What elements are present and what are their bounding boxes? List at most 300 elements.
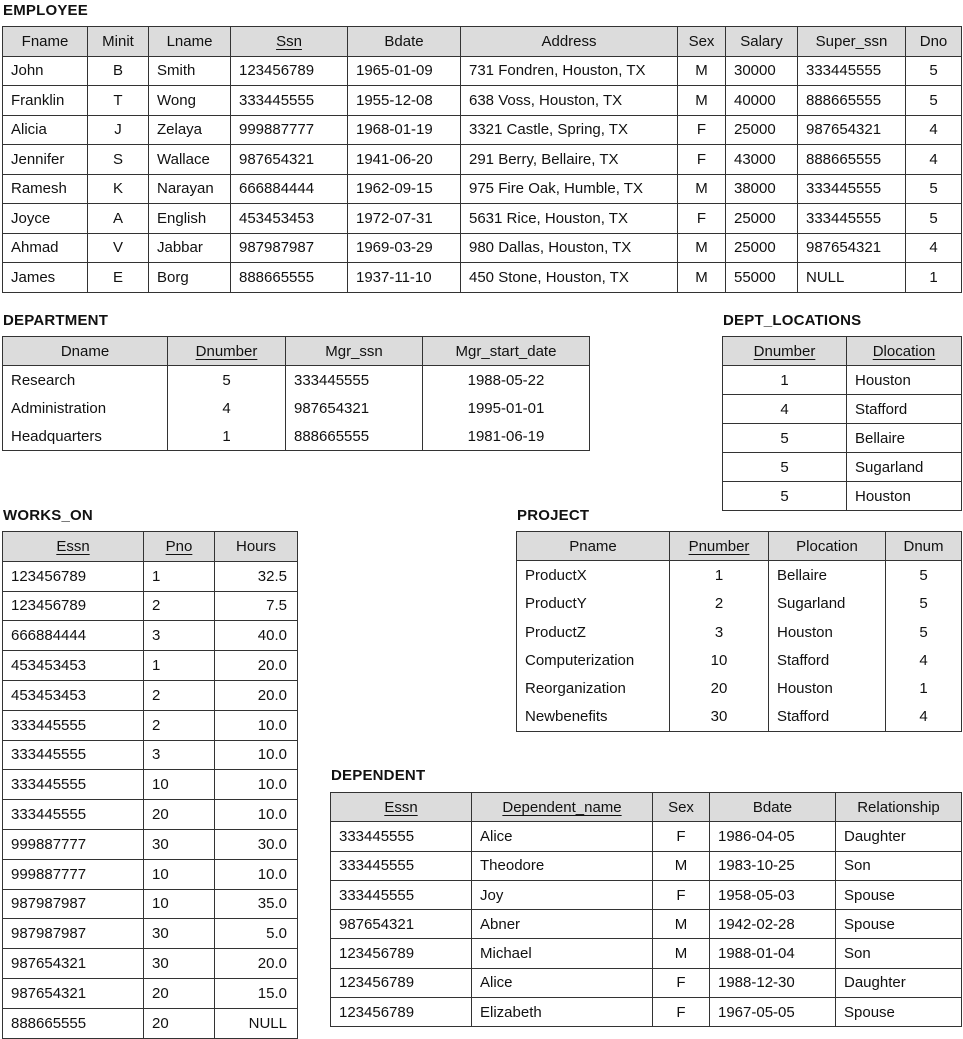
table-cell: 10.0 (215, 770, 298, 800)
table-row (3, 204, 962, 234)
table-cell: S (88, 145, 149, 175)
table-row (3, 561, 298, 591)
table-row (331, 822, 962, 851)
table-cell: F (678, 145, 726, 175)
dept-locations-table (722, 336, 962, 511)
table-cell: 32.5 (215, 561, 298, 591)
table-cell: 333445555 (3, 800, 144, 830)
table-cell: 2 (144, 710, 215, 740)
table-cell: ProductZ (517, 618, 670, 646)
table-row (3, 115, 962, 145)
table-cell: Sugarland (769, 590, 886, 618)
table-cell: 20 (144, 978, 215, 1008)
table-cell: 20.0 (215, 651, 298, 681)
table-cell: NULL (798, 263, 906, 293)
column-header (798, 27, 906, 57)
table-cell: Son (836, 939, 962, 968)
table-row (331, 880, 962, 909)
table-cell: F (678, 115, 726, 145)
table-cell: 2 (670, 590, 769, 618)
table-cell: 3 (144, 740, 215, 770)
table-row (3, 233, 962, 263)
table-cell: 987654321 (798, 233, 906, 263)
table-cell: Daughter (836, 968, 962, 997)
table-row (723, 482, 962, 511)
table-cell: 20 (144, 800, 215, 830)
column-header (3, 337, 168, 366)
table-cell: E (88, 263, 149, 293)
table-cell: 1962-09-15 (348, 174, 461, 204)
table-cell: 5 (906, 56, 962, 86)
table-cell: ProductX (517, 561, 670, 590)
table-cell: Stafford (847, 395, 962, 424)
table-cell: M (678, 56, 726, 86)
column-header-label: Address (541, 32, 597, 50)
table-cell: 5 (168, 366, 286, 395)
table-cell: 1983-10-25 (710, 851, 836, 880)
table-cell: 333445555 (3, 710, 144, 740)
employee-table (2, 26, 962, 293)
table-row (517, 590, 962, 618)
table-cell: 980 Dallas, Houston, TX (461, 233, 678, 263)
table-row (3, 1008, 298, 1038)
table-cell: 666884444 (3, 621, 144, 651)
table-cell: Franklin (3, 86, 88, 116)
table-cell: 10 (144, 859, 215, 889)
table-row (3, 680, 298, 710)
table-cell: 333445555 (798, 56, 906, 86)
table-cell: 25000 (726, 233, 798, 263)
column-header (231, 27, 348, 57)
table-cell: 3321 Castle, Spring, TX (461, 115, 678, 145)
table-cell: 5 (886, 618, 962, 646)
table-row (331, 998, 962, 1027)
column-header-label: Mgr_ssn (325, 342, 383, 360)
table-cell: 987987987 (3, 919, 144, 949)
table-cell: 4 (886, 646, 962, 674)
table-cell: 1 (144, 561, 215, 591)
table-cell: 1988-12-30 (710, 968, 836, 997)
column-header (723, 337, 847, 366)
table-row (331, 851, 962, 880)
table-cell: Spouse (836, 880, 962, 909)
table-cell: 450 Stone, Houston, TX (461, 263, 678, 293)
table-cell: 888665555 (3, 1008, 144, 1038)
table-cell: 30 (144, 949, 215, 979)
table-cell: 4 (906, 115, 962, 145)
column-header-label: Pnumber (688, 537, 750, 555)
employee-title: EMPLOYEE (3, 2, 88, 19)
table-row (3, 919, 298, 949)
table-cell: 638 Voss, Houston, TX (461, 86, 678, 116)
table-cell: Bellaire (769, 561, 886, 590)
works-on-title: WORKS_ON (3, 507, 93, 524)
table-row (3, 174, 962, 204)
table-cell: 1988-05-22 (423, 366, 590, 395)
table-cell: 333445555 (798, 174, 906, 204)
table-cell: F (653, 880, 710, 909)
table-cell: 4 (906, 145, 962, 175)
table-cell: 1969-03-29 (348, 233, 461, 263)
column-header-label: Bdate (384, 32, 424, 50)
column-header-label: Mgr_start_date (455, 342, 557, 360)
table-row (3, 366, 590, 395)
table-row (331, 910, 962, 939)
column-header-label: Fname (21, 32, 69, 50)
table-cell: 888665555 (798, 145, 906, 175)
table-cell: M (653, 910, 710, 939)
table-row (3, 949, 298, 979)
table-cell: 4 (886, 703, 962, 732)
table-row (723, 424, 962, 453)
table-row (331, 968, 962, 997)
table-cell: 5 (723, 424, 847, 453)
table-cell: Narayan (149, 174, 231, 204)
table-row (517, 561, 962, 590)
table-cell: John (3, 56, 88, 86)
table-cell: Spouse (836, 910, 962, 939)
column-header (3, 532, 144, 562)
column-header-label: Plocation (796, 537, 858, 555)
table-cell: 888665555 (286, 422, 423, 451)
department-table (2, 336, 590, 451)
table-cell: Ahmad (3, 233, 88, 263)
table-cell: 888665555 (231, 263, 348, 293)
table-cell: 987654321 (798, 115, 906, 145)
column-header-label: Dnumber (753, 342, 816, 360)
table-row (3, 859, 298, 889)
table-cell: Joyce (3, 204, 88, 234)
column-header-label: Dnumber (195, 342, 258, 360)
column-header (678, 27, 726, 57)
table-cell: Abner (472, 910, 653, 939)
table-cell: 55000 (726, 263, 798, 293)
table-cell: M (678, 233, 726, 263)
column-header (215, 532, 298, 562)
table-cell: 10.0 (215, 710, 298, 740)
table-cell: T (88, 86, 149, 116)
table-cell: Wong (149, 86, 231, 116)
table-cell: 453453453 (3, 651, 144, 681)
table-cell: 30 (144, 829, 215, 859)
table-cell: Zelaya (149, 115, 231, 145)
table-cell: English (149, 204, 231, 234)
table-cell: A (88, 204, 149, 234)
table-cell: 999887777 (3, 859, 144, 889)
table-row (723, 366, 962, 395)
column-header (423, 337, 590, 366)
table-cell: M (678, 86, 726, 116)
table-cell: 1942-02-28 (710, 910, 836, 939)
column-header-label: Essn (56, 537, 90, 555)
table-row (3, 800, 298, 830)
header-row (331, 793, 962, 822)
table-cell: Wallace (149, 145, 231, 175)
table-cell: Newbenefits (517, 703, 670, 732)
table-cell: NULL (215, 1008, 298, 1038)
column-header (906, 27, 962, 57)
column-header-label: Sex (668, 798, 694, 816)
table-cell: 1958-05-03 (710, 880, 836, 909)
table-cell: 20.0 (215, 949, 298, 979)
table-cell: F (678, 204, 726, 234)
table-cell: 10 (144, 770, 215, 800)
table-cell: 10.0 (215, 740, 298, 770)
table-cell: 1 (670, 561, 769, 590)
table-cell: 40.0 (215, 621, 298, 651)
column-header (348, 27, 461, 57)
table-cell: Elizabeth (472, 998, 653, 1027)
table-cell: 987654321 (286, 394, 423, 422)
table-cell: 10 (144, 889, 215, 919)
table-cell: 333445555 (3, 740, 144, 770)
header-row (3, 532, 298, 562)
table-cell: Research (3, 366, 168, 395)
table-cell: M (678, 263, 726, 293)
table-cell: 3 (144, 621, 215, 651)
column-header (331, 793, 472, 822)
table-cell: F (653, 968, 710, 997)
column-header (88, 27, 149, 57)
table-cell: 987654321 (231, 145, 348, 175)
table-cell: 10 (670, 646, 769, 674)
table-cell: B (88, 56, 149, 86)
table-cell: J (88, 115, 149, 145)
table-cell: Houston (769, 674, 886, 702)
table-cell: Houston (847, 366, 962, 395)
table-cell: 10.0 (215, 859, 298, 889)
column-header-label: Pname (569, 537, 617, 555)
table-cell: 30 (670, 703, 769, 732)
table-cell: Spouse (836, 998, 962, 1027)
table-cell: 1986-04-05 (710, 822, 836, 851)
table-cell: 291 Berry, Bellaire, TX (461, 145, 678, 175)
table-cell: 20.0 (215, 680, 298, 710)
table-cell: 333445555 (331, 880, 472, 909)
table-cell: 453453453 (231, 204, 348, 234)
table-cell: 1937-11-10 (348, 263, 461, 293)
table-cell: 1 (886, 674, 962, 702)
column-header-label: Dnum (903, 537, 944, 555)
table-cell: Bellaire (847, 424, 962, 453)
table-row (331, 939, 962, 968)
table-cell: Stafford (769, 703, 886, 732)
table-cell: 333445555 (331, 851, 472, 880)
table-cell: 1995-01-01 (423, 394, 590, 422)
column-header (3, 27, 88, 57)
table-cell: 2 (144, 680, 215, 710)
table-cell: M (653, 939, 710, 968)
table-cell: 987654321 (3, 949, 144, 979)
column-header-label: Dname (60, 342, 110, 360)
table-cell: 5 (906, 174, 962, 204)
table-cell: 1965-01-09 (348, 56, 461, 86)
column-header-label: Minit (102, 32, 134, 50)
column-header (286, 337, 423, 366)
table-cell: 5 (886, 561, 962, 590)
column-header-label: Ssn (276, 32, 302, 50)
table-cell: F (653, 822, 710, 851)
table-row (3, 978, 298, 1008)
table-cell: V (88, 233, 149, 263)
table-cell: Smith (149, 56, 231, 86)
table-cell: Jennifer (3, 145, 88, 175)
table-cell: 5631 Rice, Houston, TX (461, 204, 678, 234)
table-row (517, 703, 962, 732)
table-cell: 25000 (726, 115, 798, 145)
table-cell: 43000 (726, 145, 798, 175)
table-row (3, 829, 298, 859)
column-header (726, 27, 798, 57)
column-header (836, 793, 962, 822)
table-cell: 333445555 (798, 204, 906, 234)
table-cell: F (653, 998, 710, 1027)
column-header (653, 793, 710, 822)
table-cell: 987987987 (3, 889, 144, 919)
table-cell: 1981-06-19 (423, 422, 590, 451)
table-row (3, 710, 298, 740)
table-cell: 1 (906, 263, 962, 293)
table-cell: 15.0 (215, 978, 298, 1008)
table-cell: ProductY (517, 590, 670, 618)
table-row (723, 395, 962, 424)
table-row (517, 618, 962, 646)
table-row (517, 646, 962, 674)
column-header (149, 27, 231, 57)
table-row (723, 453, 962, 482)
table-cell: Computerization (517, 646, 670, 674)
table-cell: 1988-01-04 (710, 939, 836, 968)
table-cell: 2 (144, 591, 215, 621)
column-header (670, 532, 769, 561)
table-cell: M (678, 174, 726, 204)
table-cell: 1968-01-19 (348, 115, 461, 145)
table-cell: Jabbar (149, 233, 231, 263)
table-cell: 4 (168, 394, 286, 422)
column-header-label: Hours (235, 537, 276, 555)
table-cell: 123456789 (331, 968, 472, 997)
table-cell: 5 (723, 453, 847, 482)
table-cell: 999887777 (3, 829, 144, 859)
table-cell: 987987987 (231, 233, 348, 263)
dependent-title: DEPENDENT (331, 767, 426, 784)
dependent-table (330, 792, 962, 1027)
table-row (3, 56, 962, 86)
table-cell: 20 (144, 1008, 215, 1038)
table-cell: 1972-07-31 (348, 204, 461, 234)
column-header (517, 532, 670, 561)
table-cell: 4 (723, 395, 847, 424)
table-cell: Administration (3, 394, 168, 422)
table-cell: 731 Fondren, Houston, TX (461, 56, 678, 86)
table-cell: Alice (472, 968, 653, 997)
table-cell: Houston (769, 618, 886, 646)
table-cell: 10.0 (215, 800, 298, 830)
table-cell: Alice (472, 822, 653, 851)
table-cell: 666884444 (231, 174, 348, 204)
table-cell: 5 (723, 482, 847, 511)
table-cell: 1967-05-05 (710, 998, 836, 1027)
table-row (3, 889, 298, 919)
table-cell: 1955-12-08 (348, 86, 461, 116)
table-cell: Theodore (472, 851, 653, 880)
dept-locations-title: DEPT_LOCATIONS (723, 312, 862, 329)
table-cell: 333445555 (286, 366, 423, 395)
column-header (168, 337, 286, 366)
table-cell: 30000 (726, 56, 798, 86)
table-cell: Houston (847, 482, 962, 511)
project-title: PROJECT (517, 507, 590, 524)
table-row (3, 591, 298, 621)
table-row (3, 651, 298, 681)
table-row (3, 86, 962, 116)
table-row (3, 621, 298, 651)
column-header-label: Salary (740, 32, 783, 50)
table-cell: K (88, 174, 149, 204)
column-header-label: Super_ssn (815, 32, 888, 50)
table-cell: 975 Fire Oak, Humble, TX (461, 174, 678, 204)
table-cell: 5 (906, 86, 962, 116)
table-cell: Borg (149, 263, 231, 293)
table-cell: 1 (168, 422, 286, 451)
table-cell: 1941-06-20 (348, 145, 461, 175)
table-row (3, 145, 962, 175)
table-cell: 40000 (726, 86, 798, 116)
table-row (3, 770, 298, 800)
table-cell: 4 (906, 233, 962, 263)
table-row (3, 740, 298, 770)
table-cell: Headquarters (3, 422, 168, 451)
column-header-label: Dependent_name (502, 798, 622, 816)
table-cell: 987654321 (3, 978, 144, 1008)
column-header-label: Sex (688, 32, 715, 50)
table-cell: Joy (472, 880, 653, 909)
column-header-label: Relationship (857, 798, 940, 816)
table-cell: 5 (906, 204, 962, 234)
column-header-label: Dno (919, 32, 948, 50)
table-cell: 123456789 (331, 998, 472, 1027)
table-cell: 35.0 (215, 889, 298, 919)
table-cell: 1 (144, 651, 215, 681)
column-header (710, 793, 836, 822)
table-cell: Daughter (836, 822, 962, 851)
table-cell: James (3, 263, 88, 293)
table-cell: 30 (144, 919, 215, 949)
table-cell: Reorganization (517, 674, 670, 702)
column-header-label: Lname (166, 32, 213, 50)
table-row (3, 263, 962, 293)
column-header (461, 27, 678, 57)
column-header (886, 532, 962, 561)
column-header (144, 532, 215, 562)
table-cell: 38000 (726, 174, 798, 204)
table-cell: 888665555 (798, 86, 906, 116)
table-cell: 123456789 (231, 56, 348, 86)
table-cell: Sugarland (847, 453, 962, 482)
column-header-label: Pno (165, 537, 193, 555)
table-cell: 999887777 (231, 115, 348, 145)
column-header (472, 793, 653, 822)
table-cell: 453453453 (3, 680, 144, 710)
table-cell: 1 (723, 366, 847, 395)
table-cell: 5.0 (215, 919, 298, 949)
table-cell: 333445555 (3, 770, 144, 800)
table-cell: 5 (886, 590, 962, 618)
table-cell: Michael (472, 939, 653, 968)
table-cell: Ramesh (3, 174, 88, 204)
table-cell: 123456789 (3, 591, 144, 621)
department-title: DEPARTMENT (3, 312, 109, 329)
